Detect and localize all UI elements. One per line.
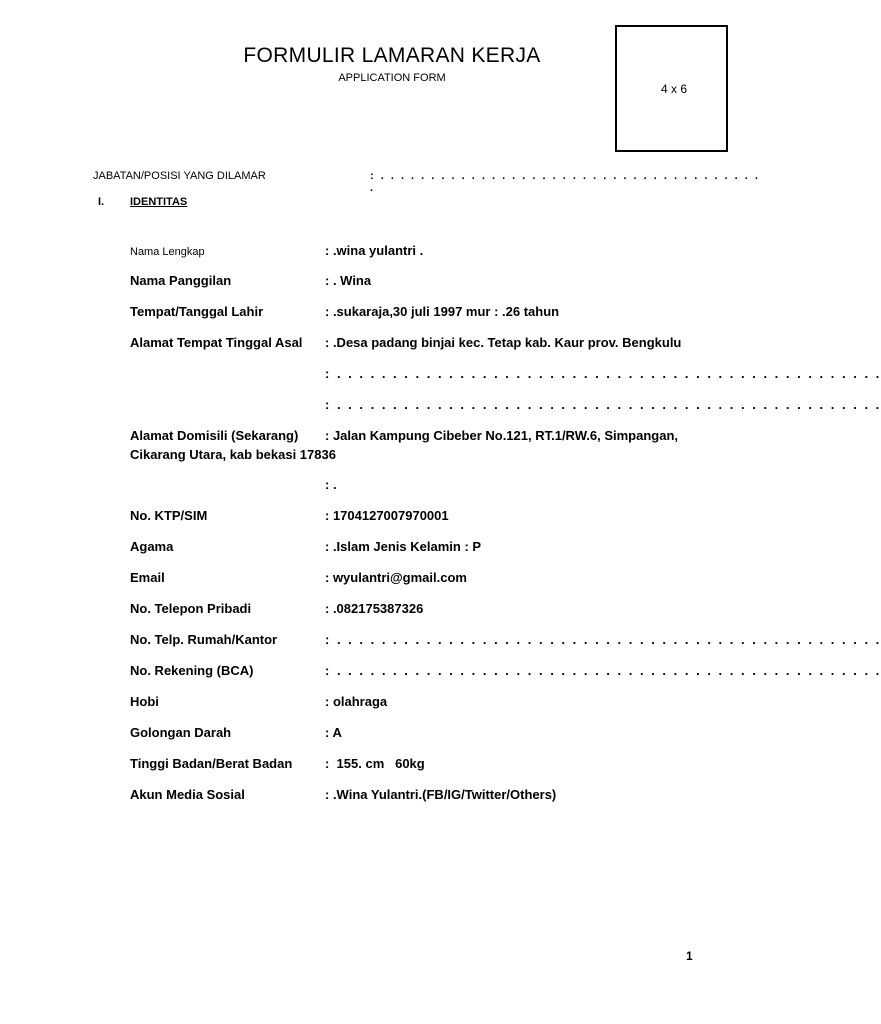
field-label: Agama <box>130 539 174 554</box>
field-value: : wyulantri@gmail.com <box>325 570 467 585</box>
field-ttl <box>130 304 559 319</box>
field-alamat-asal-line-2 <box>130 366 881 381</box>
field-value: : . . . . . . . . . . . . . . . . . . . . . . . . . . . . . . . . . . . . . . . . . . . . . . . . . <box>325 397 881 412</box>
field-hobi <box>130 694 387 709</box>
field-value: : . <box>325 477 337 492</box>
field-value: : . . . . . . . . . . . . . . . . . . . . . . . . . . . . . . . . . . . . . . . . . . . . . . . . . <box>325 663 881 678</box>
field-value: : 1704127007970001 <box>325 508 449 523</box>
field-alamat-domisili <box>130 428 678 443</box>
field-label: Akun Media Sosial <box>130 787 245 802</box>
field-nama-panggilan <box>130 273 371 288</box>
field-golongan-darah <box>130 725 342 740</box>
form-subtitle: APPLICATION FORM <box>338 72 446 84</box>
field-label: Alamat Tempat Tinggal Asal <box>130 335 303 350</box>
section-title: IDENTITAS <box>130 196 188 208</box>
field-value: : . . . . . . . . . . . . . . . . . . . . . . . . . . . . . . . . . . . . . . . . . . . . . . . . . <box>325 366 881 381</box>
field-label: No. Telepon Pribadi <box>130 601 252 616</box>
field-label: No. KTP/SIM <box>130 508 208 523</box>
field-alamat-domisili-line-2 <box>130 477 337 492</box>
field-alamat-domisili-continuation: Cikarang Utara, kab bekasi 17836 <box>130 447 336 462</box>
field-label: Hobi <box>130 694 159 709</box>
field-value: : A <box>325 725 342 740</box>
field-label: Nama Lengkap <box>130 246 205 258</box>
field-value: : .Islam Jenis Kelamin : P <box>325 539 482 554</box>
field-alamat-asal-line-3 <box>130 397 881 412</box>
field-value: : .wina yulantri . <box>325 243 424 258</box>
field-nama-lengkap <box>130 243 423 258</box>
field-value: : .sukaraja,30 juli 1997 mur : .26 tahun <box>325 304 560 319</box>
position-label: JABATAN/POSISI YANG DILAMAR <box>93 170 266 182</box>
field-rekening <box>130 663 881 678</box>
field-tinggi-berat <box>130 756 425 771</box>
field-value: : . . . . . . . . . . . . . . . . . . . . . . . . . . . . . . . . . . . . . . . . . . . . . . . . . <box>325 632 881 647</box>
field-value: : .Wina Yulantri.(FB/IG/Twitter/Others) <box>325 787 557 802</box>
form-title: FORMULIR LAMARAN KERJA <box>243 44 541 67</box>
field-label: Alamat Domisili (Sekarang) <box>130 428 299 443</box>
field-value: : . Wina <box>325 273 372 288</box>
field-label: Email <box>130 570 165 585</box>
field-ktp <box>130 508 449 523</box>
field-value: : .082175387326 <box>325 601 424 616</box>
photo-box <box>615 25 728 152</box>
field-label: No. Rekening (BCA) <box>130 663 254 678</box>
field-value: : Jalan Kampung Cibeber No.121, RT.1/RW.6, Simpangan, <box>325 428 679 443</box>
field-label: Tempat/Tanggal Lahir <box>130 304 264 319</box>
field-agama <box>130 539 481 554</box>
page-number: 1 <box>686 949 693 963</box>
position-value: : . . . . . . . . . . . . . . . . . . . . . . . . . . . . . . . . . . . . . . . <box>370 170 760 194</box>
field-label: Nama Panggilan <box>130 273 232 288</box>
field-label: No. Telp. Rumah/Kantor <box>130 632 278 647</box>
field-value: : olahraga <box>325 694 388 709</box>
field-telepon <box>130 601 423 616</box>
field-label: Golongan Darah <box>130 725 232 740</box>
field-value: : 155. cm 60kg <box>325 756 425 771</box>
field-label: Tinggi Badan/Berat Badan <box>130 756 293 771</box>
field-alamat-asal <box>130 335 681 350</box>
photo-size-label: 4 x 6 <box>660 82 687 96</box>
field-email <box>130 570 467 585</box>
field-media-sosial <box>130 787 556 802</box>
section-number: I. <box>98 196 105 208</box>
field-value: : .Desa padang binjai kec. Tetap kab. Kaur prov. Bengkulu <box>325 335 682 350</box>
field-telp-rumah <box>130 632 881 647</box>
